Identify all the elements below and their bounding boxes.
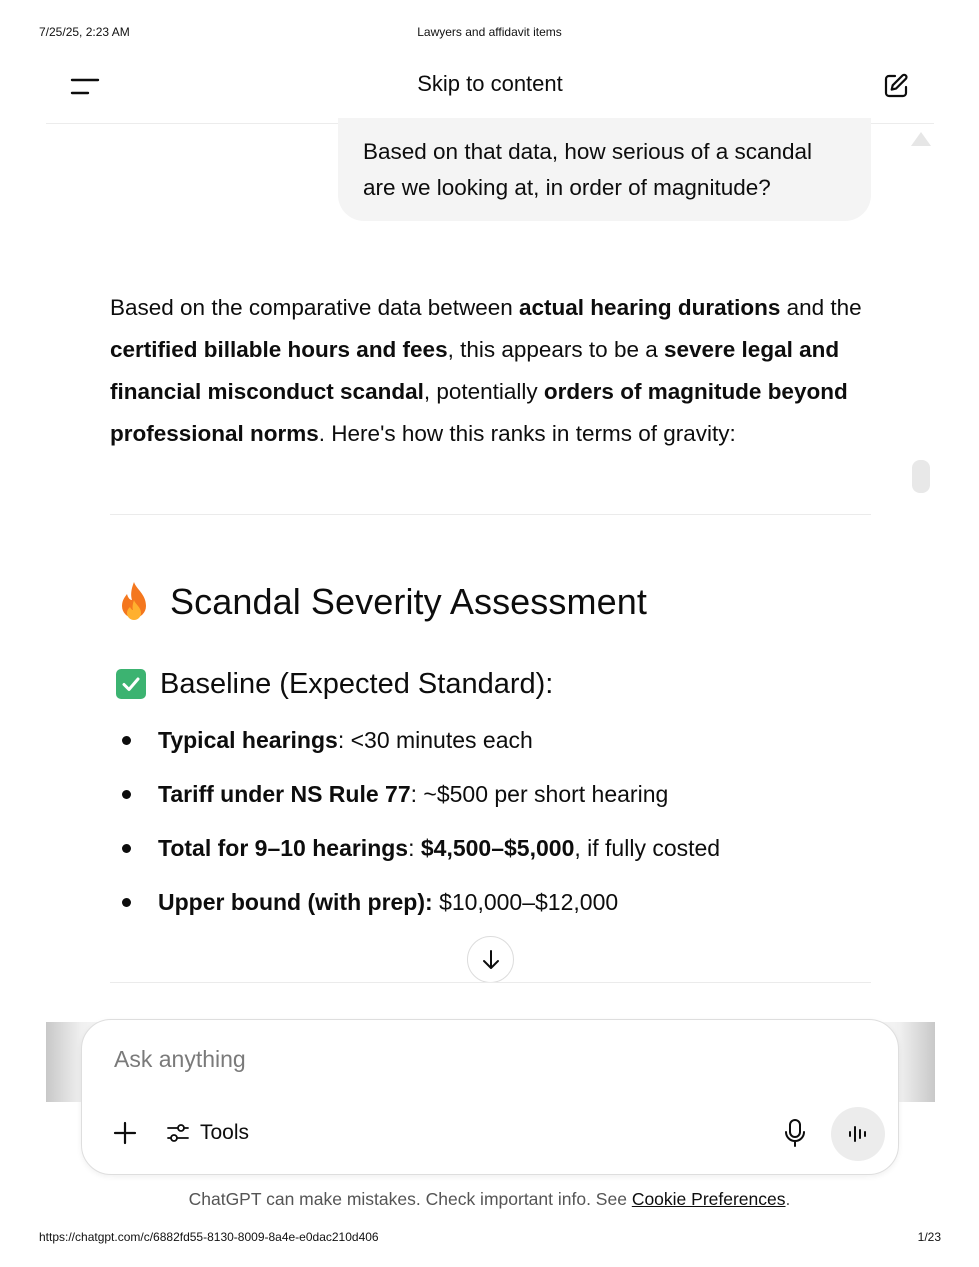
answer-bold: certified billable hours and fees [110, 337, 448, 362]
baseline-list [118, 720, 878, 936]
list-item-bold: Total for 9–10 hearings [158, 835, 409, 861]
disclaimer-text: ChatGPT can make mistakes. Check important info. See [188, 1189, 632, 1209]
list-item-bold: Typical hearings [158, 727, 338, 753]
plus-icon[interactable] [112, 1120, 138, 1146]
answer-text: Based on the comparative data between [110, 295, 520, 320]
print-date: 7/25/25, 2:23 AM [39, 25, 130, 39]
answer-text: and the [780, 295, 862, 320]
answer-text: , potentially [423, 379, 544, 404]
assistant-paragraph [110, 287, 870, 455]
tools-label: Tools [200, 1121, 250, 1144]
cookie-preferences-link[interactable]: Cookie Preferences [631, 1189, 786, 1209]
answer-bold: actual hearing durations [519, 295, 781, 320]
answer-text: , this appears to be a [447, 337, 664, 362]
list-item-text: , if fully costed [574, 835, 721, 861]
list-item-bold: $4,500–$5,000 [420, 835, 575, 861]
prompt-input[interactable] [114, 1046, 814, 1073]
sliders-icon [166, 1121, 190, 1145]
print-page-number: 1/23 [917, 1230, 941, 1244]
section-divider [110, 982, 871, 983]
answer-bold: severe legal and financial misconduct scandal [110, 337, 840, 404]
list-item [118, 882, 878, 936]
list-item-text: : [408, 835, 421, 861]
user-message-line: are we looking at, in order of magnitude? [363, 175, 771, 200]
section-heading [116, 578, 647, 626]
list-item [118, 828, 878, 882]
answer-text: . Here's how this ranks in terms of gravity: [318, 421, 736, 446]
top-bar [46, 60, 934, 124]
list-item-bold: Upper bound (with prep): [158, 889, 433, 915]
section-heading-text: Scandal Severity Assessment [170, 581, 647, 622]
scrollbar-thumb[interactable] [912, 460, 930, 493]
disclaimer-end: . [785, 1189, 791, 1209]
arrow-down-icon [479, 948, 503, 972]
list-item [118, 720, 878, 774]
subsection-heading-text: Baseline (Expected Standard): [160, 667, 554, 700]
voice-mode-button[interactable] [831, 1107, 885, 1161]
disclaimer [0, 1189, 979, 1210]
section-divider [110, 514, 871, 515]
answer-bold: orders of magnitude beyond professional norms [110, 379, 848, 446]
list-item [118, 774, 878, 828]
user-message-bubble [338, 118, 871, 221]
list-item-text: : <30 minutes each [337, 727, 533, 753]
scroll-up-arrow-icon[interactable] [911, 132, 931, 146]
new-chat-icon[interactable] [882, 72, 910, 100]
list-item-bold: Tariff under NS Rule 77 [158, 781, 411, 807]
list-item-text: : ~$500 per short hearing [410, 781, 669, 807]
print-title: Lawyers and affidavit items [417, 25, 562, 39]
scroll-to-bottom-button[interactable] [467, 936, 514, 983]
user-message-line: Based on that data, how serious of a scandal [363, 139, 813, 164]
check-mark-icon [116, 669, 146, 699]
subsection-heading [116, 664, 553, 704]
print-url: https://chatgpt.com/c/6882fd55-8130-8009-8a4e-e0dac210d406 [39, 1230, 379, 1244]
list-item-text: $10,000–$12,000 [432, 889, 619, 915]
microphone-icon[interactable] [782, 1118, 808, 1148]
tools-button[interactable] [166, 1118, 249, 1148]
skip-to-content-link[interactable]: Skip to content [417, 71, 563, 96]
voice-waveform-icon [846, 1122, 870, 1146]
composer [81, 1019, 899, 1175]
fire-icon [116, 580, 152, 624]
